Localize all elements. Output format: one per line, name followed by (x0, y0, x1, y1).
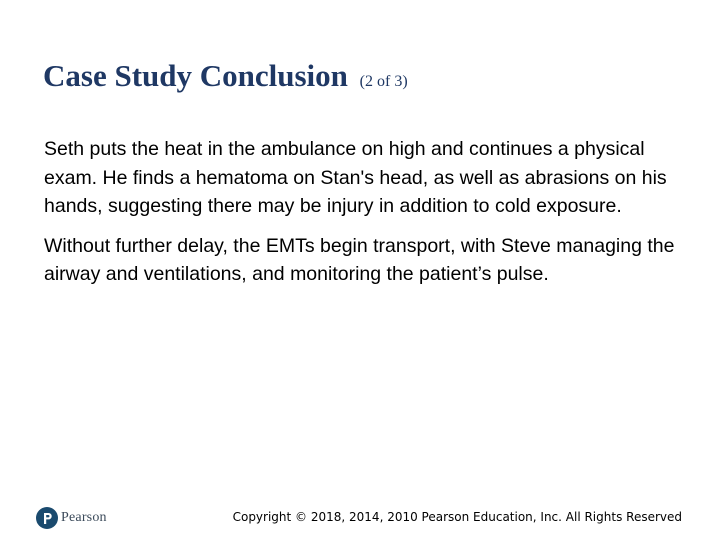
slide-title-text: Case Study Conclusion (43, 58, 348, 93)
copyright-notice: Copyright © 2018, 2014, 2010 Pearson Education, Inc. All Rights Reserved (232, 510, 682, 524)
slide-body (44, 135, 684, 300)
pearson-logo-icon (36, 507, 58, 529)
pearson-logo-text: Pearson (61, 510, 107, 525)
slide-subtitle: (2 of 3) (359, 73, 408, 90)
body-paragraph-1: Seth puts the heat in the ambulance on high and continues a physical exam. He finds a hematoma on Stan's head, as well as abrasions on his hands, suggesting there may be injury in addition to cold exposure. (44, 138, 667, 217)
pearson-logo (36, 506, 107, 530)
slide-title (43, 56, 408, 102)
body-paragraph-2: Without further delay, the EMTs begin transport, with Steve managing the airway and ventilations, and monitoring the patient’s pulse. (44, 234, 675, 285)
